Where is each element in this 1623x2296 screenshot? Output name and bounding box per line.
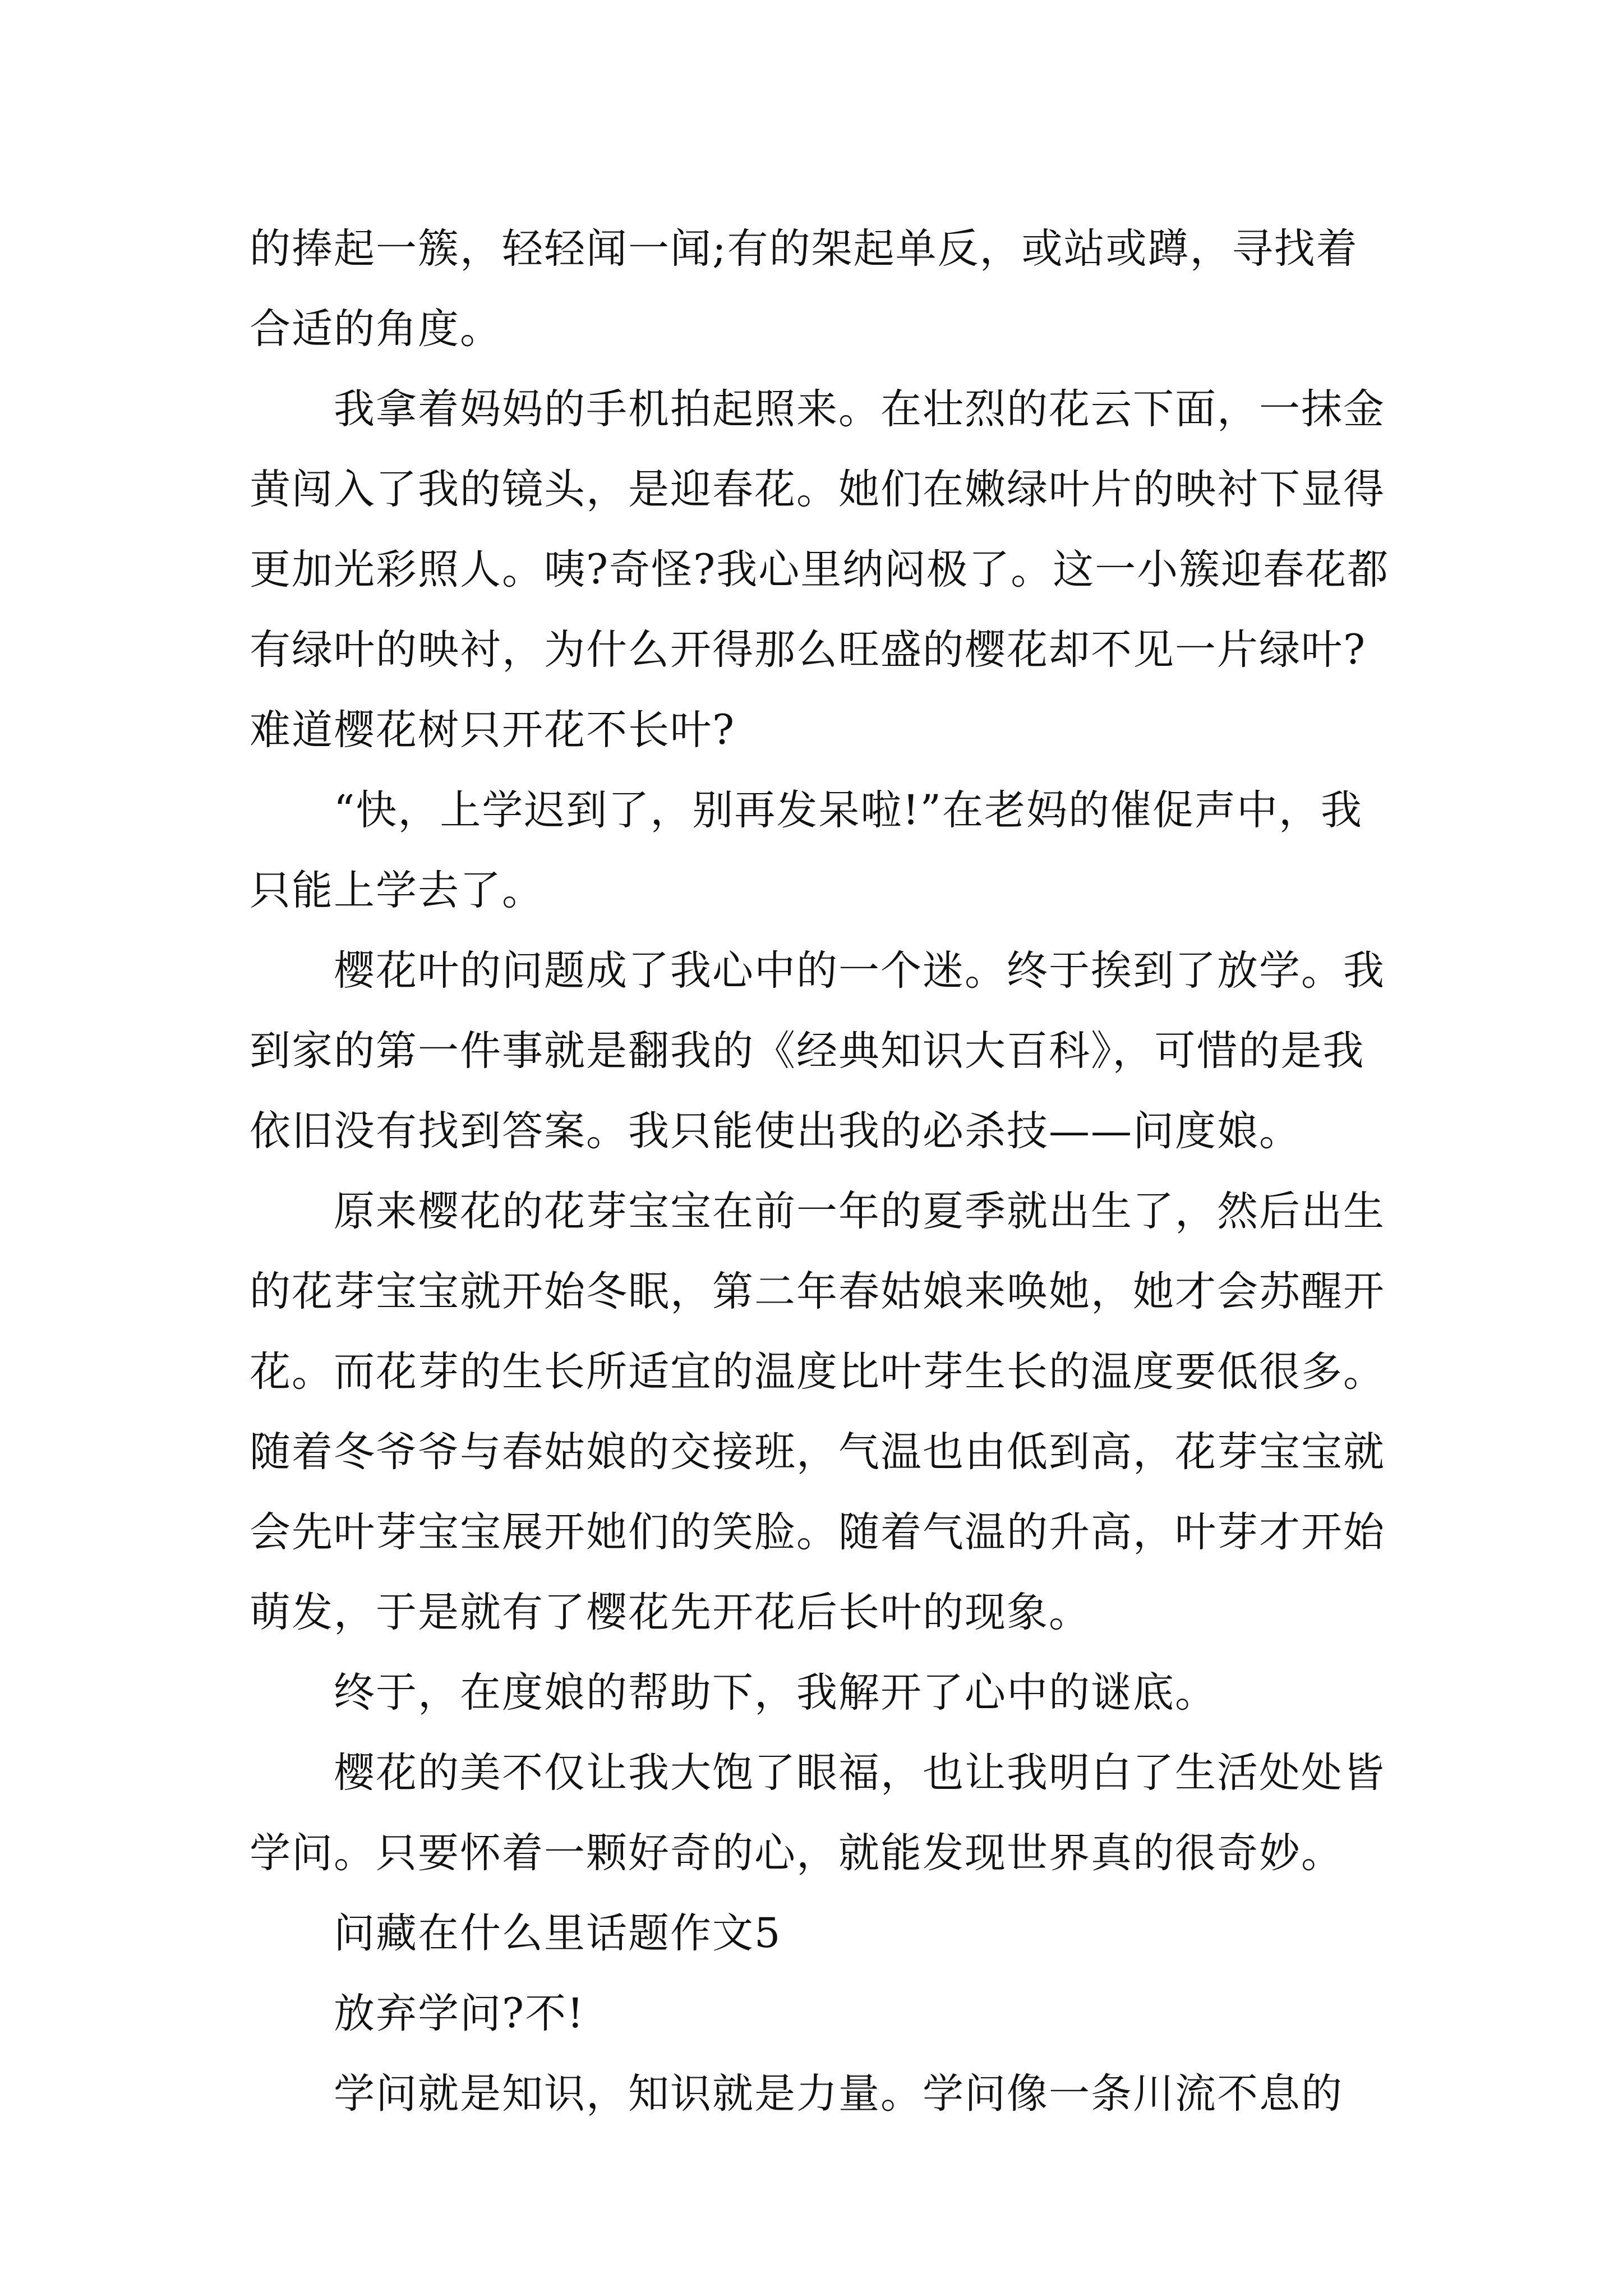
paragraph-6: 终于，在度娘的帮助下，我解开了心中的谜底。 [334, 1669, 1217, 1717]
paragraph-8: 放弃学问?不! [334, 1990, 585, 2037]
paragraph-4: 樱花叶的问题成了我心中的一个迷。终于挨到了放学。我到家的第一件事就是翻我的《经典知识大百科》，可惜的是我依旧没有找到答案。我只能使出我的必杀技——问度娘。 [250, 947, 1385, 1155]
document-body [250, 209, 1394, 2134]
paragraph-2: 我拿着妈妈的手机拍起照来。在壮烈的花云下面，一抹金黄闯入了我的镜头，是迎春花。她们在嫩绿叶片的映衬下显得更加光彩照人。咦?奇怪?我心里纳闷极了。这一小簇迎春花都有绿叶的映衬，为什么开得那么旺盛的樱花却不见一片绿叶?难道樱花树只开花不长叶? [250, 385, 1390, 754]
paragraph-1: 的捧起一簇，轻轻闻一闻;有的架起单反，或站或蹲，寻找着合适的角度。 [250, 225, 1358, 353]
section-title: 问藏在什么里话题作文5 [334, 1910, 782, 1957]
paragraph-7: 樱花的美不仅让我大饱了眼福，也让我明白了生活处处皆学问。只要怀着一颗好奇的心，就能发现世界真的很奇妙。 [250, 1749, 1385, 1877]
paragraph-5: 原来樱花的花芽宝宝在前一年的夏季就出生了，然后出生的花芽宝宝就开始冬眠，第二年春姑娘来唤她，她才会苏醒开花。而花芽的生长所适宜的温度比叶芽生长的温度要低很多。随着冬爷爷与春姑娘的交接班，气温也由低到高，花芽宝宝就会先叶芽宝宝展开她们的笑脸。随着气温的升高，叶芽才开始萌发，于是就有了樱花先开花后长叶的现象。 [250, 1188, 1385, 1636]
paragraph-9: 学问就是知识，知识就是力量。学问像一条川流不息的 [334, 2070, 1343, 2118]
paragraph-3: “快，上学迟到了，别再发呆啦!”在老妈的催促声中，我只能上学去了。 [250, 786, 1363, 914]
